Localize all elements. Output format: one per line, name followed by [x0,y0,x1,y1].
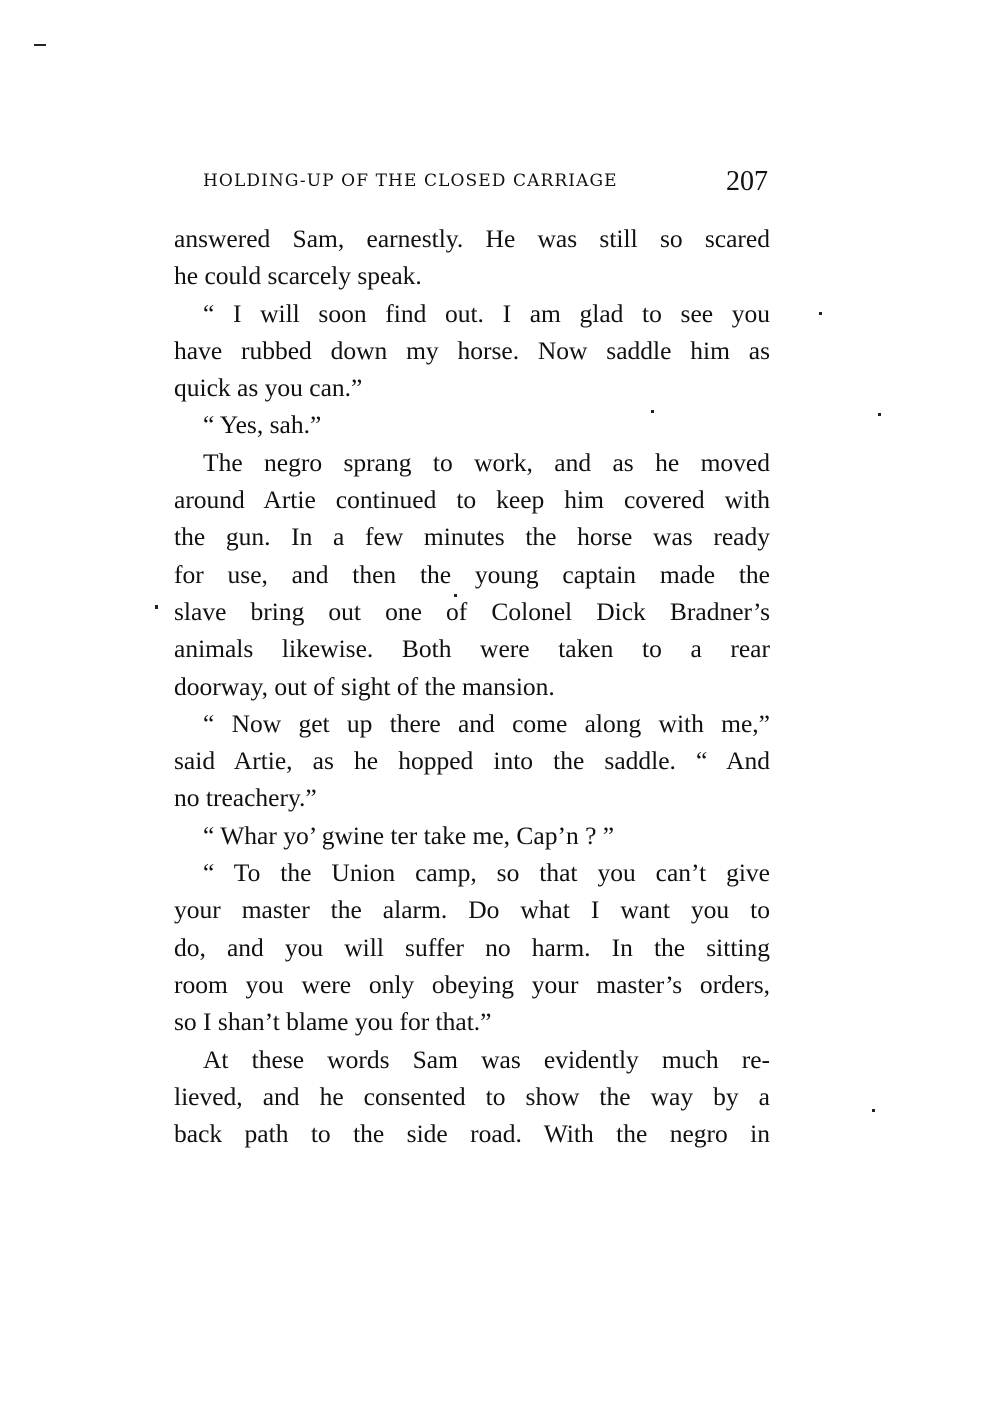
text-line: he could scarcely speak. [174,261,422,291]
text-line: no treachery.” [174,783,317,813]
text-line: room you were only obeying your master’s orders, [174,969,770,999]
body-text [174,220,770,1152]
text-line: lieved, and he consented to show the way by a [174,1081,770,1111]
text-line: “ I will soon find out. I am glad to see you [203,298,770,328]
text-line: “ Yes, sah.” [203,410,322,440]
text-line: answered Sam, earnestly. He was still so scared [174,224,770,253]
running-title: HOLDING-UP OF THE CLOSED CARRIAGE [203,171,618,191]
text-line: quick as you can.” [174,373,363,403]
text-line: around Artie continued to keep him covered with [174,485,770,515]
speck [872,1109,875,1112]
text-line: back path to the side road. With the negro in [174,1119,770,1149]
page-number: 207 [726,166,768,197]
speck [878,413,881,416]
text-line: for use, and then the young captain made the [174,559,770,589]
speck [155,605,158,609]
text-line: “ Now get up there and come along with me,” [203,708,770,738]
text-line: so I shan’t blame you for that.” [174,1007,492,1037]
text-line: “ To the Union camp, so that you can’t give [203,858,770,888]
text-line: have rubbed down my horse. Now saddle him as [174,335,770,365]
speck [819,312,822,315]
text-line: do, and you will suffer no harm. In the sitting [174,932,770,962]
text-line: said Artie, as he hopped into the saddle. “ And [174,746,770,776]
text-line: animals likewise. Both were taken to a rear [174,634,770,664]
text-line: doorway, out of sight of the mansion. [174,671,555,701]
page-header [203,166,768,200]
text-line: the gun. In a few minutes the horse was ready [174,522,770,552]
speck [34,44,46,46]
text-line: slave bring out one of Colonel Dick Bradner’s [174,596,770,626]
text-line: At these words Sam was evidently much re- [203,1044,770,1074]
text-line: “ Whar yo’ gwine ter take me, Cap’n ? ” [203,820,615,850]
text-line: The negro sprang to work, and as he moved [203,447,770,477]
text-line: your master the alarm. Do what I want you to [174,895,770,925]
